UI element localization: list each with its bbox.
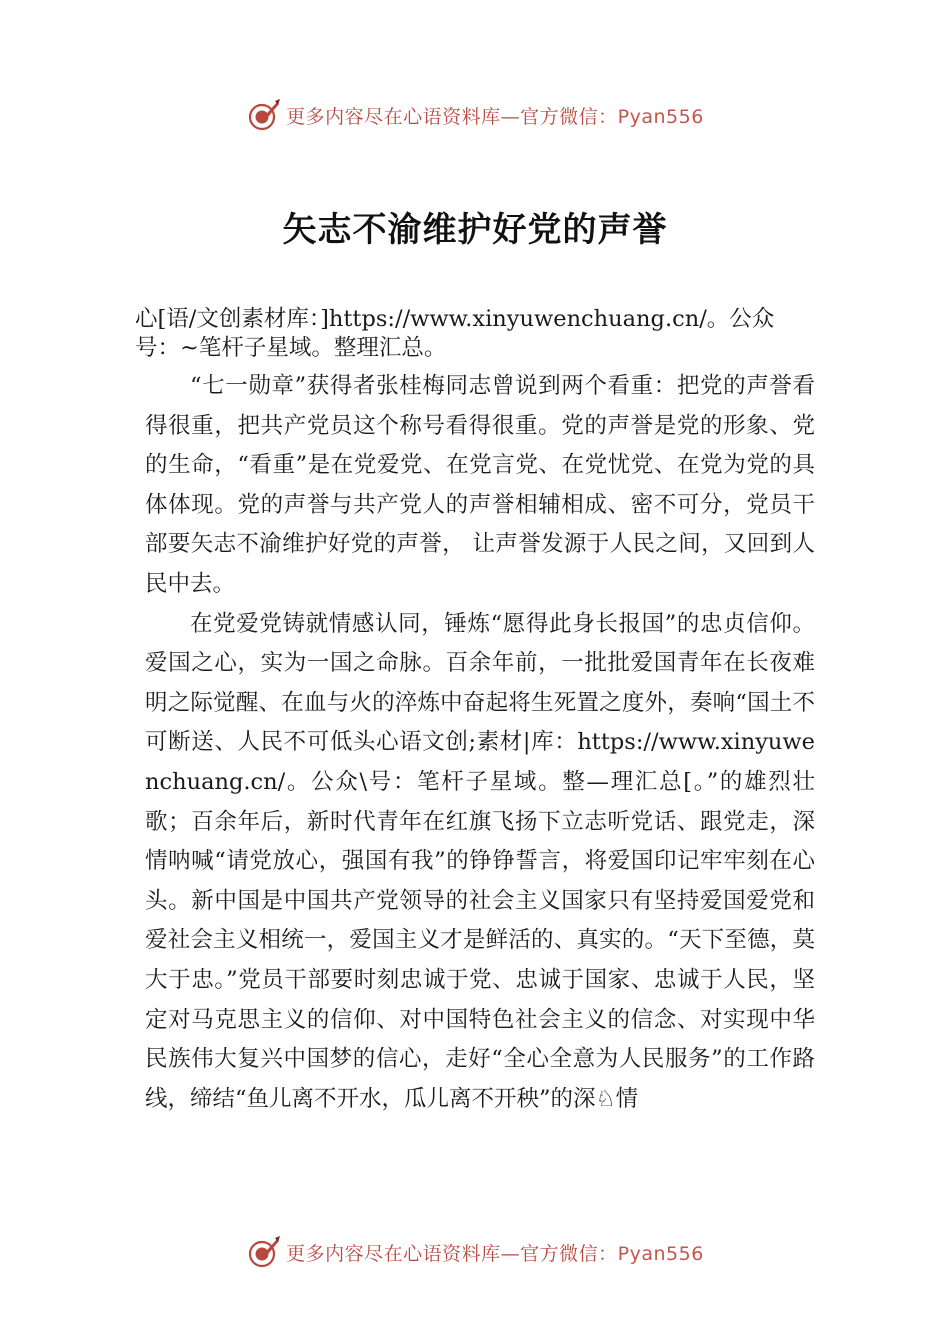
paragraph-2: 在党爱党铸就情感认同，锤炼“愿得此身长报国”的忠贞信仰。爱国之心，实为一国之命脉。百余年前，一批批爱国青年在长夜难明之际觉醒、在血与火的淬炼中奋起将生死置之度外，奏响“国土不可断送、人民不可低头心语文创;素材|库：https://www.xinyuwenchuang.cn/。公众\号：笔杆子星域。整—理汇总[。”的雄烈壮歌；百余年后，新时代青年在红旗飞扬下立志听党话、跟党走，深情呐喊“请党放心，强国有我”的铮铮誓言，将爱国印记牢牢刻在心头。新中国是中国共产党领导的社会主义国家只有坚持爱国爱党和爱社会主义相统一，爱国主义才是鲜活的、真实的。“天下至德，莫大于忠。”党员干部要时刻忠诚于党、忠诚于国家、忠诚于人民，坚定对马克思主义的信仰、对中国特色社会主义的信念、对实现中华民族伟大复兴中国梦的信心，走好“全心全意为人民服务”的工作路线，缔结“鱼儿离不开水，瓜儿离不开秧”的深♘情 — [145, 610, 815, 1112]
footer-banner-text — [286, 1239, 704, 1266]
source-note: 心[语/文创素材库：]https://www.xinyuwenchuang.cn/。公众号：~笔杆子星域。整理汇总。 — [135, 306, 775, 361]
quill-pen-logo-icon — [246, 1234, 282, 1270]
footer-banner-label: 更多内容尽在心语资料库—官方微信： — [286, 1242, 618, 1265]
header-banner — [0, 95, 950, 135]
header-banner-text — [286, 102, 704, 129]
header-banner-label: 更多内容尽在心语资料库—官方微信： — [286, 105, 618, 128]
document-title: 矢志不渝维护好党的声誉 — [282, 210, 668, 250]
footer-wechat-id: Pyan556 — [617, 1242, 704, 1265]
document-body — [135, 305, 815, 1119]
paragraph-1: “七一勋章”获得者张桂梅同志曾说到两个看重：把党的声誉看得很重，把共产党员这个称号看得很重。党的声誉是党的形象、党的生命，“看重”是在党爱党、在党言党、在党忧党、在党为党的具体体现。党的声誉与共产党人的声誉相辅相成、密不可分，党员干部要矢志不渝维护好党的声誉， 让声誉发源于人民之间，又回到人民中去。 — [145, 373, 815, 597]
quill-pen-logo-icon — [246, 97, 282, 133]
footer-banner — [0, 1232, 950, 1272]
header-wechat-id: Pyan556 — [617, 105, 704, 128]
